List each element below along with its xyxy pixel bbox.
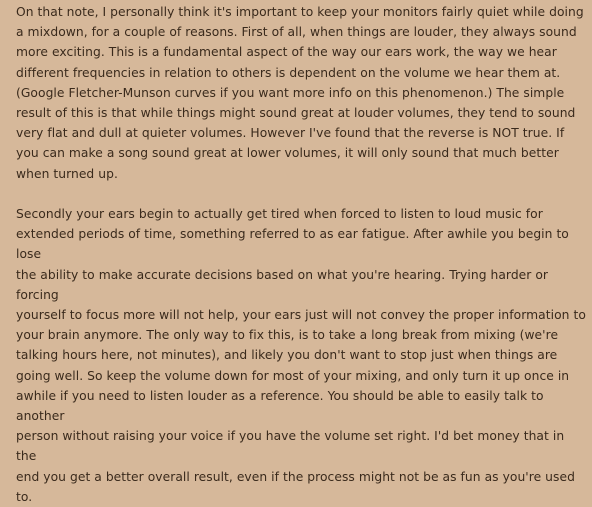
paragraph-2-line: end you get a better overall result, even if the process might not be as fun as you're used <box>16 469 575 484</box>
paragraph-1-line: a mixdown, for a couple of reasons. First of all, when things are louder, they always sound <box>16 25 577 40</box>
paragraph-2-line: your brain anymore. The only way to fix this, is to take a long break from mixing (we're <box>16 328 559 343</box>
paragraph-1-line: On that note, I personally think it's important to keep your monitors fairly quiet while doing <box>16 5 584 19</box>
paragraph-2 <box>0 204 592 507</box>
paragraph-1-line: very flat and dull at quieter volumes. However I've found that the reverse is NOT true. If <box>16 126 565 141</box>
paragraph-2-line: going well. So keep the volume down for most of your mixing, and only turn it up once in <box>16 368 570 383</box>
paragraph-2-line: yourself to focus more will not help, your ears just will not convey the proper information to <box>16 308 586 323</box>
paragraph-2-line: the ability to make accurate decisions based on what you're hearing. Trying harder or forcing <box>16 267 549 302</box>
paragraph-1-line: different frequencies in relation to others is dependent on the volume we hear them at. <box>16 65 561 80</box>
paragraph-1-line: when turned up. <box>16 166 118 181</box>
paragraph-2-line: extended periods of time, something referred to as ear fatigue. After awhile you begin to lose <box>16 227 569 262</box>
paragraph-1 <box>0 2 592 184</box>
paragraph-2-line: talking hours here, not minutes), and likely you don't want to stop just when things are <box>16 348 558 363</box>
paragraph-2-line: awhile if you need to listen louder as a reference. You should be able to easily talk to another <box>16 388 544 424</box>
paragraph-gap <box>0 184 592 204</box>
paragraph-2-line: Secondly your ears begin to actually get tired when forced to listen to loud music for <box>16 207 543 222</box>
paragraph-1-line: (Google Fletcher-Munson curves if you want more info on this phenomenon.) The simple <box>16 85 565 100</box>
paragraph-1-line: you can make a song sound great at lower volumes, it will only sound that much better <box>16 146 559 161</box>
paragraph-1-line: result of this is that while things might sound great at louder volumes, they tend to sound <box>16 106 576 121</box>
paragraph-2-line: person without raising your voice if you have the volume set right. I'd bet money that in the <box>16 429 565 464</box>
paragraph-1-line: more exciting. This is a fundamental aspect of the way our ears work, the way we hear <box>16 45 557 60</box>
paragraph-2-line: to. <box>16 489 33 504</box>
